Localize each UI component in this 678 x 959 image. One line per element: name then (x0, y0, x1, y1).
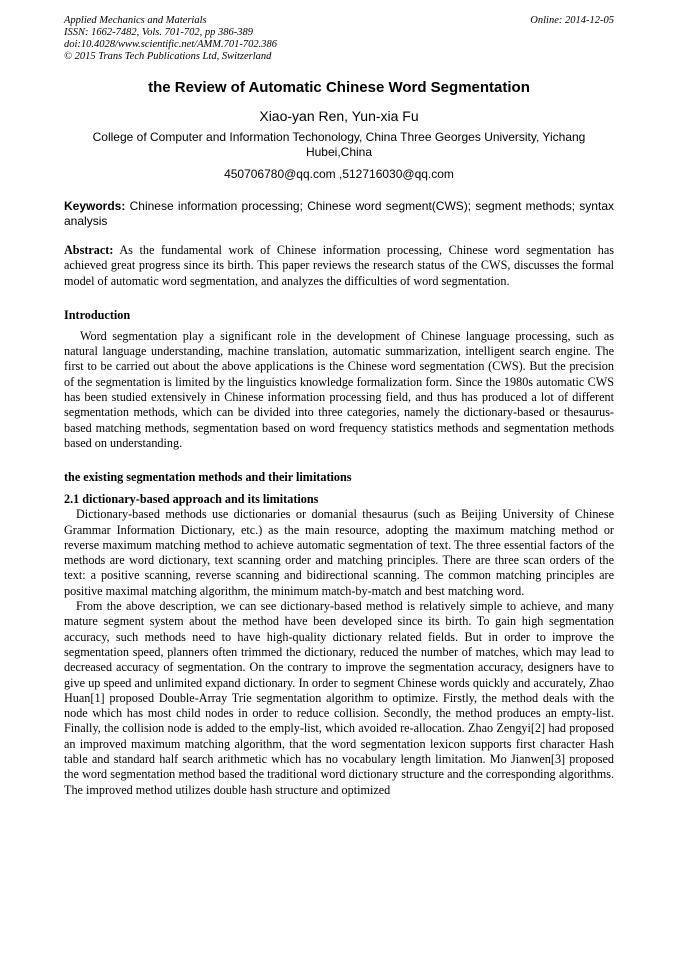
copyright-line: © 2015 Trans Tech Publications Ltd, Switzerland (64, 51, 272, 62)
keywords-label: Keywords: (64, 199, 126, 213)
journal-header (64, 15, 614, 63)
section-heading: the existing segmentation methods and their limitations (64, 470, 352, 485)
body-paragraph-2: From the above description, we can see dictionary-based method is relatively simple to achieve, and many mature segment system about the method have been developed since its birth. To gain high segmentation accuracy, such methods need to have high-quality dictionary related fields. But in order to improve the segmentation speed, planners often trimmed the dictionary, reduced the number of matches, which may lead to decreased accuracy of segmentation. On the contrary to improve the segmentation accuracy, designers have to give up speed and unlimited expand dictionary. In order to segment Chinese words quickly and accurately, Zhao Huan[1] proposed Double-Array Trie segmentation algorithm to optimize. Firstly, the method deals with the node which has most child nodes in order to reduce collision. Secondly, the method produces an empty-list. Finally, the collision node is added to the emply-list, which avoided re-allocation. Zhao Zengyi[2] had proposed an improved maximum matching algorithm, that the word segmentation lexicon supports first character Hash table and standard half search arithmetic which has no vocabulary length limitation. Mo Jianwen[3] proposed the word segmentation method based the traditional word dictionary structure and the corresponding algorithms. The improved method utilizes double hash structure and optimized (64, 599, 614, 797)
abstract-text: As the fundamental work of Chinese information processing, Chinese word segmentation has achieved great progress since its birth. This paper reviews the research status of the CWS, discusses the formal model of automatic word segmentation, and analyzes the difficulties of word segmentation. (64, 243, 614, 288)
doi-line: doi:10.4028/www.scientific.net/AMM.701-702.386 (64, 39, 277, 50)
affiliation: College of Computer and Information Techonology, China Three Georges University, Yichang Hubei,China (92, 130, 586, 159)
paper-title: the Review of Automatic Chinese Word Segmentation (148, 79, 530, 96)
issn-line: ISSN: 1662-7482, Vols. 701-702, pp 386-389 (64, 27, 253, 38)
introduction-paragraph: Word segmentation play a significant role in the development of Chinese language processing, such as natural language understanding, machine translation, automatic summarization, intelligent search engine. The first to be carried out about the above applications is the Chinese word segmentation (CWS). But the precision of the segmentation is limited by the linguistics knowledge formalization form. Since the 1980s automatic CWS has been studied extensively in Chinese information processing field, and thus has produced a lot of different segmentation methods, which can be divided into three categories, namely the dictionary-based or thesaurus-based matching methods, segmentation based on word frequency statistics methods and segmentation methods based on understanding. (64, 328, 614, 450)
journal-name: Applied Mechanics and Materials (64, 15, 207, 26)
authors: Xiao-yan Ren, Yun-xia Fu (259, 108, 419, 124)
online-date: Online: 2014-12-05 (530, 15, 614, 26)
abstract (64, 243, 614, 289)
introduction-heading: Introduction (64, 307, 131, 322)
paper-page (64, 15, 614, 798)
body-paragraph-1: Dictionary-based methods use dictionaries or domanial thesaurus (such as Beijing University of Chinese Grammar Information Dictionary, etc.) as the main resource, adopting the maximum matching method or reverse maximum matching method to achieve automatic segmentation of text. The three essential factors of the methods are word dictionary, text scanning order and matching principles. There are three scan orders of the text: a positive scanning, reverse scanning and bidirectional scanning. The common matching principles are positive maximal matching algorithm, the minimum match-by-match and best matching word. (64, 507, 614, 598)
emails: 450706780@qq.com ,512716030@qq.com (224, 167, 454, 181)
keywords (64, 199, 614, 229)
abstract-label: Abstract: (64, 243, 114, 257)
subsection-heading: 2.1 dictionary-based approach and its limitations (64, 492, 319, 507)
keywords-text: Chinese information processing; Chinese word segment(CWS); segment methods; syntax analysis (64, 199, 614, 228)
